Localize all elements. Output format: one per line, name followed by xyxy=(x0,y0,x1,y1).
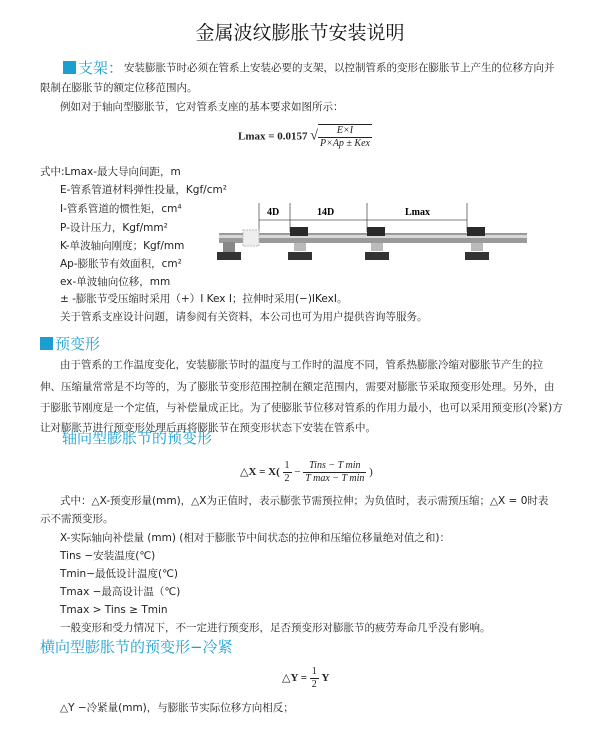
text-line: P-设计压力，Kgf/mm² xyxy=(60,222,168,234)
bellows-icon xyxy=(243,230,259,246)
text-line: 让对膨胀节进行预变形处理后再将膨胀节在预变形状态下安装在管系中。 xyxy=(40,422,376,434)
formula-lhs: △X = X( xyxy=(240,466,280,479)
text-line: K-单波轴向刚度；Kgf/mm xyxy=(60,240,185,252)
anchor-support xyxy=(217,252,241,260)
subheading-lateral: 横向型膨胀节的预变形−冷紧 xyxy=(40,638,233,656)
text-line: ex-单波轴向位移，mm xyxy=(60,276,171,288)
dim-label: 14D xyxy=(317,207,335,218)
text-line: 例如对于轴向型膨胀节，它对管系支座的基本要求如图所示： xyxy=(60,101,344,113)
heading-text: 预变形 xyxy=(55,335,101,353)
text-line: △Y −冷紧量(mm)，与膨胀节实际位移方向相反； xyxy=(60,702,294,714)
text-line: X-实际轴向补偿量 (mm) (相对于膨胀节中间状态的拉伸和压缩位移量绝对值之和)： xyxy=(60,532,450,544)
text-line: Ap-膨胀节有效面积，cm² xyxy=(60,258,182,270)
square-bullet-icon xyxy=(63,61,76,74)
text-line: Tmin−最低设计温度(℃) xyxy=(60,568,178,580)
text-line: Tmax −最高设计温（℃) xyxy=(60,586,181,598)
text-line: Tmax > Tins ≥ Tmin xyxy=(60,604,168,616)
page-title: 金属波纹膨胀节安装说明 xyxy=(195,22,405,44)
section-heading-support xyxy=(63,59,123,77)
text-line: 于膨胀节刚度是一个定值，与补偿量成正比。为了使膨胀节位移对管系的作用力最小，也可以采用预变形(冷紧)方 xyxy=(40,402,563,414)
formula-denominator: 2 xyxy=(284,473,290,484)
text-line: 伸、压缩量常常是不均等的，为了膨胀节变形范围控制在额定范围内，需要对膨胀节采取预变形处理。另外，由 xyxy=(40,381,555,393)
square-bullet-icon xyxy=(40,337,53,350)
formula-numerator: E×I xyxy=(318,125,372,138)
formula-rhs: Y xyxy=(321,672,330,685)
dim-label: Lmax xyxy=(405,207,430,218)
formula-numerator: 1 xyxy=(284,460,290,471)
text-line: 式中：△X-预变形量(mm)，△X为正值时，表示膨张节需预拉伸；为负值时，表示需预压缩；△X = 0时表 xyxy=(60,495,549,507)
support-diagram xyxy=(215,198,555,270)
heading-text: 支架： xyxy=(78,59,124,77)
formula-lhs: △Y = xyxy=(282,672,308,685)
formula-lmax: Lmax = 0.0157 √ $\frac{E\times I}{\text{P×Ap ± Kex}}$ xyxy=(238,125,370,149)
text-line: Tins −安装温度(℃) xyxy=(60,550,156,562)
formula-denominator: 2 xyxy=(311,679,317,690)
text-line: 关于管系支座设计问题，请参阅有关资料，本公司也可为用户提供咨询等服务。 xyxy=(60,311,428,323)
formula-lhs: Lmax = 0.0157 xyxy=(238,130,308,143)
text-line: ± -膨胀节受压缩时采用（+）I Kex I；拉伸时采用(−)IKexI。 xyxy=(60,293,348,305)
formula-numerator: 1 xyxy=(311,666,317,677)
text-line: I-管系管道的惯性矩，cm⁴ xyxy=(60,203,182,215)
formula-numerator: Tins − T min xyxy=(303,460,366,473)
subheading-axial: 轴向型膨胀节的预变形 xyxy=(62,429,213,447)
formula-delta-y xyxy=(282,666,329,691)
text-line: 安装膨胀节时必须在管系上安装必要的支架，以控制管系的变形在膨胀节上产生的位移方向并 xyxy=(124,62,555,74)
formula-denominator: P×Ap ± Kex xyxy=(319,138,370,149)
text-line: 限制在膨胀节的额定位移范围内。 xyxy=(40,82,198,94)
formula-denominator: T max − T min xyxy=(305,473,365,484)
text-line: 式中:Lmax-最大导向间距，m xyxy=(40,166,181,178)
text-line: 由于管系的工作温度变化，安装膨胀节时的温度与工作时的温度不同，管系热膨胀冷缩对膨胀节产生的拉 xyxy=(60,359,543,371)
formula-delta-x xyxy=(240,460,373,485)
section-heading-predeform xyxy=(40,335,100,353)
text-line: 示不需预变形。 xyxy=(40,513,114,525)
text-line: E-管系管道材料弹性投量，Kgf/cm² xyxy=(60,184,227,196)
text-line: 一般变形和受力情况下，不一定进行预变形，足否预变形对膨胀节的疲劳寿命几乎没有影响。 xyxy=(60,622,491,634)
formula-operator: − xyxy=(294,466,301,479)
dim-label: 4D xyxy=(267,207,280,218)
formula-close: ) xyxy=(369,466,373,479)
